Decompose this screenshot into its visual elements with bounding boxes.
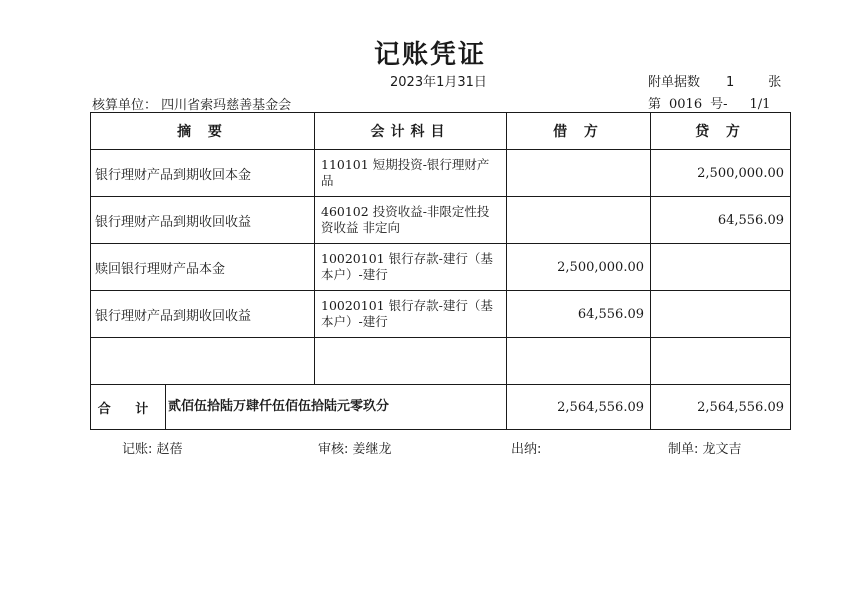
total-debit: 2,564,556.09 [507, 385, 651, 430]
total-label-text: 合 计 [97, 401, 159, 417]
table-row [91, 150, 791, 197]
preparer: 制单: 龙文吉 [668, 442, 742, 457]
row-summary: 银行理财产品到期收回本金 [91, 150, 315, 197]
accounting-unit: 核算单位： 四川省索玛慈善基金会 [92, 98, 292, 113]
voucher-number-prefix: 第 [648, 97, 662, 112]
row-summary: 银行理财产品到期收回收益 [91, 291, 315, 338]
empty-cell [91, 338, 315, 385]
voucher-number-value: 0016 [669, 97, 703, 112]
attachment-number: 1 [726, 75, 735, 90]
attachment-count [648, 71, 781, 90]
header-summary: 摘 要 [91, 113, 315, 150]
header-debit: 借 方 [507, 113, 651, 150]
header-account: 会计科目 [315, 113, 507, 150]
row-debit [507, 150, 651, 197]
empty-cell [651, 338, 791, 385]
total-row [91, 385, 791, 430]
attachment-label: 附单据数 [648, 75, 701, 90]
total-amount-words-text: 贰佰伍拾陆万肆仟伍佰伍拾陆元零玖分 [165, 385, 389, 429]
voucher-page: 1/1 [749, 97, 771, 112]
table-row [91, 244, 791, 291]
table-header [91, 113, 791, 150]
row-debit: 64,556.09 [507, 291, 651, 338]
table-row [91, 197, 791, 244]
voucher-table [90, 112, 791, 430]
row-account: 460102 投资收益-非限定性投资收益 非定向 [315, 197, 507, 244]
empty-cell [507, 338, 651, 385]
table-row-empty [91, 338, 791, 385]
voucher-date: 2023年1月31日 [390, 75, 487, 90]
table-row [91, 291, 791, 338]
voucher-number-suffix: 号- [710, 97, 728, 112]
voucher-title: 记账凭证 [373, 40, 486, 70]
empty-cell [315, 338, 507, 385]
row-credit: 2,500,000.00 [651, 150, 791, 197]
row-debit [507, 197, 651, 244]
row-debit: 2,500,000.00 [507, 244, 651, 291]
cashier: 出纳: [511, 442, 542, 457]
header-credit: 贷 方 [651, 113, 791, 150]
total-label-cell [91, 385, 507, 430]
bookkeeper: 记账: 赵蓓 [122, 442, 183, 457]
row-summary: 银行理财产品到期收回收益 [91, 197, 315, 244]
voucher-number [648, 93, 770, 112]
row-account: 10020101 银行存款-建行（基本户）-建行 [315, 291, 507, 338]
row-credit [651, 291, 791, 338]
row-account: 10020101 银行存款-建行（基本户）-建行 [315, 244, 507, 291]
row-credit [651, 244, 791, 291]
reviewer: 审核: 姜继龙 [318, 442, 392, 457]
row-account: 110101 短期投资-银行理财产品 [315, 150, 507, 197]
total-credit: 2,564,556.09 [651, 385, 791, 430]
row-summary: 赎回银行理财产品本金 [91, 244, 315, 291]
attachment-unit: 张 [768, 75, 782, 90]
row-credit: 64,556.09 [651, 197, 791, 244]
